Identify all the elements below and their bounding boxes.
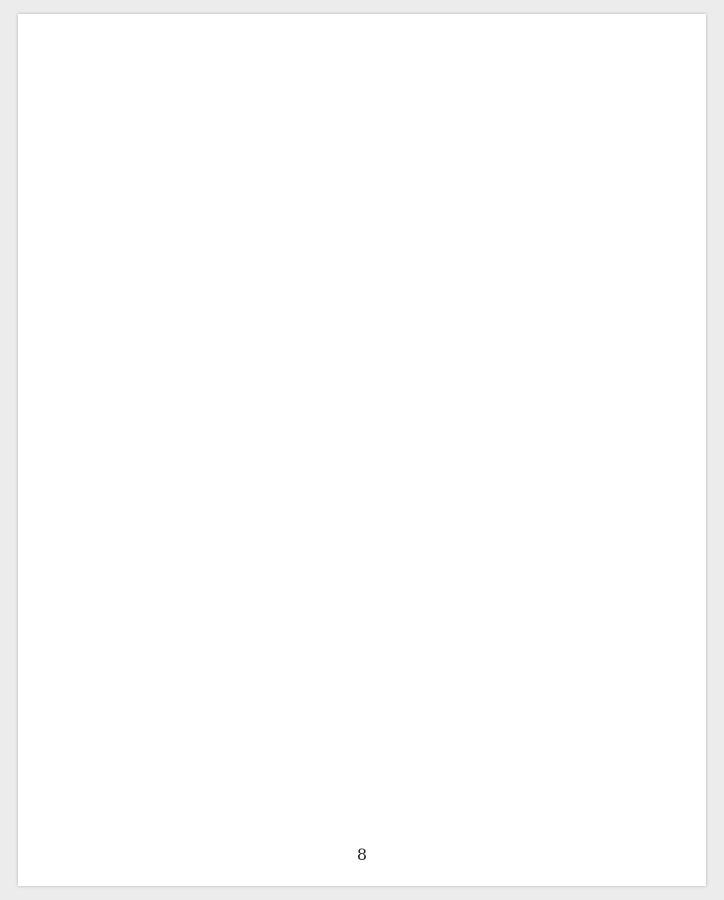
page-number: 8: [356, 845, 368, 864]
bottom-text-block: [68, 454, 618, 844]
book-page: [18, 14, 706, 886]
top-text-block: [68, 44, 618, 434]
